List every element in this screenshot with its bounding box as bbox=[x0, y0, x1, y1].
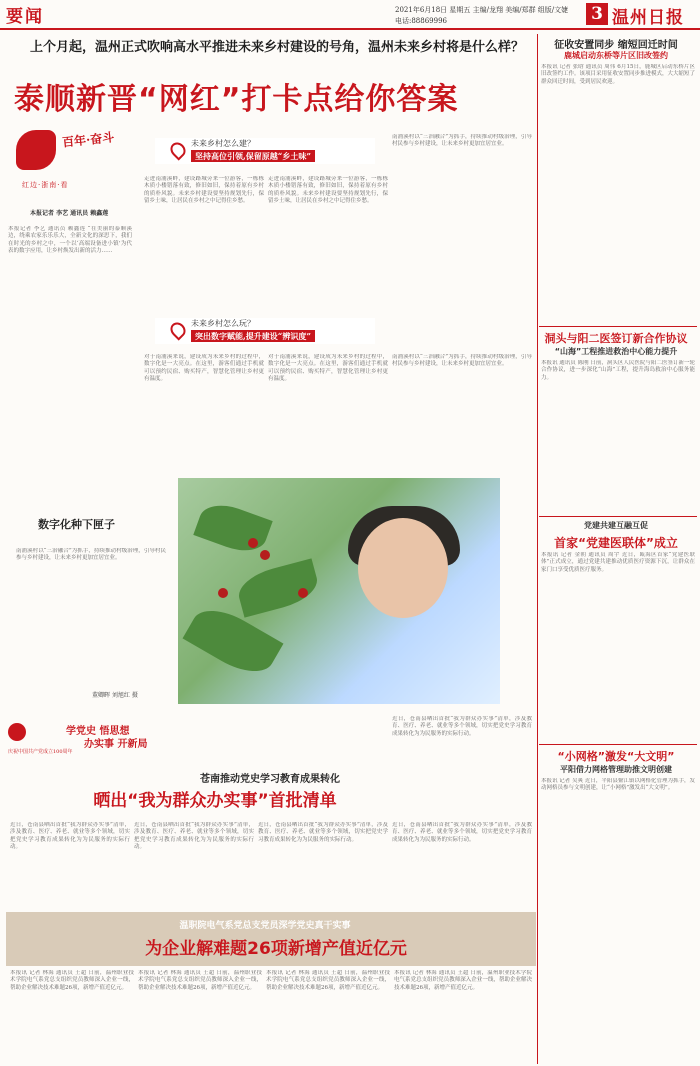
intro-text: 本报记者 李艺 通讯员 赖鑫莲 “在美丽的泰顺溪边，绕乘农家乐乐乐大，全新文化的深思下，我们在时光的乡村之中，一个以‘高端设备进小镇’为代表的数字应用，让乡村焕发出新的活力…… bbox=[8, 226, 132, 255]
flag-icon bbox=[16, 130, 56, 170]
logo-text: 百年·奋斗 bbox=[61, 130, 115, 150]
map-pin-icon bbox=[167, 139, 188, 160]
section-title: 要闻 bbox=[6, 7, 44, 27]
article-column: 南浦溪村以“三治融合”为抓手，持续推动村级治理，引导村民参与乡村建设，让未来乡村更加宜居宜业。 bbox=[392, 354, 532, 368]
article-column: 本报讯 记者 林海 通讯员 王超 日前，温州职业技术学院电气系党总支组织党员教师深入企业一线，帮助企业解决技术难题26项，新增产值近亿元。 bbox=[394, 970, 532, 991]
article-column: 近日，苍南县晒出首批“我为群众办实事”清单，涉及教育、医疗、养老、就业等多个领域，切实把党史学习教育成果转化为为民服务的实际行动。 bbox=[258, 822, 388, 843]
divider bbox=[539, 744, 697, 745]
article-column: 近日，苍南县晒出首批“我为群众办实事”清单，涉及教育、医疗、养老、就业等多个领域，切实把党史学习教育成果转化为为民服务的实际行动。 bbox=[10, 822, 130, 851]
right-headline-1: 征收安置同步 缩短回迁时间 bbox=[554, 40, 678, 51]
right-article-2: 本报讯 通讯员 陈刚 日前，洞头区人民医院与阳二医签订新一轮合作协议，进一步深化“山海”工程，提升海岛救治中心服务能力。 bbox=[541, 360, 695, 381]
digital-box-title: 数字化种下匣子 bbox=[38, 518, 115, 531]
logo-subtitle: 红边·浙南·看 bbox=[22, 181, 69, 189]
banner-small: 庆祝中国共产党成立100周年 bbox=[8, 749, 73, 755]
byline: 本报记者 李艺 通讯员 赖鑫莲 bbox=[30, 210, 109, 217]
digital-box-text: 南浦溪村以“三治融合”为抓手，持续推动村级治理，引导村民参与乡村建设，让未来乡村更加宜居宜业。 bbox=[16, 548, 166, 562]
banner-line-1: 学党史 悟思想 bbox=[66, 726, 130, 737]
photo-child-with-cherries bbox=[178, 478, 500, 704]
right-subhead-2: “山海”工程推进救治中心能力提升 bbox=[554, 347, 678, 356]
map-pin-icon bbox=[167, 319, 188, 340]
article-column: 本报讯 记者 林海 通讯员 王超 日前，温州职业技术学院电气系党总支组织党员教师深入企业一线，帮助企业解决技术难题26项，新增产值近亿元。 bbox=[10, 970, 134, 991]
campaign-banner bbox=[6, 720, 176, 756]
page-number: 3 bbox=[586, 3, 608, 25]
subhead-question: 未来乡村怎么建？ bbox=[191, 139, 255, 148]
lead-headline: 泰顺新晋“网红”打卡点给你答案 bbox=[14, 82, 459, 117]
divider bbox=[539, 326, 697, 327]
right-headline-3: 首家“党建医联体”成立 bbox=[554, 536, 678, 550]
divider bbox=[539, 516, 697, 517]
banner-line-2: 办实事 开新局 bbox=[84, 739, 148, 750]
right-headline-2: 洞头与阳二医签订新合作协议 bbox=[544, 332, 688, 345]
subhead-answer: 坚持高位引领,保留原越“乡土味” bbox=[191, 150, 315, 162]
article-column: 走进南浦溪畔，建设路城旁来一位游客，一栋栋木质小楼错落有致，修旧如旧，保持着原有乡村的质朴风貌。未来乡村建设要坚持规划先行，保留乡土味，让居民在乡村之中记得住乡愁。 bbox=[268, 176, 388, 205]
masthead bbox=[0, 0, 700, 30]
story4-kicker: 温职院电气系党总支党员深学党史真干实事 bbox=[179, 921, 351, 931]
story4-headline: 为企业解难题26项新增产值近亿元 bbox=[145, 939, 407, 959]
article-column: 对于南浦溪来说，建设成为未来乡村的过程中，数字化是一大亮点。在这里，游客们通过手机就可以预约民宿、购买特产，智慧化管理让乡村更有温度。 bbox=[268, 354, 388, 383]
article-column: 近日，苍南县晒出首批“我为群众办实事”清单，涉及教育、医疗、养老、就业等多个领域，切实把党史学习教育成果转化为为民服务的实际行动。 bbox=[392, 822, 532, 843]
right-article-3: 本报讯 记者 金朝 通讯员 周宇 近日，瓯海区首家“党建医联体”正式成立，通过党建共建推动优质医疗资源下沉，让群众在家门口享受优质医疗服务。 bbox=[541, 552, 695, 573]
article-column: 近日，苍南县晒出首批“我为群众办实事”清单，涉及教育、医疗、养老、就业等多个领域，切实把党史学习教育成果转化为为民服务的实际行动。 bbox=[392, 716, 532, 737]
hotline: 电话:88869996 bbox=[395, 17, 447, 25]
article-column: 走进南浦溪畔，建设路城旁来一位游客，一栋栋木质小楼错落有致，修旧如旧，保持着原有乡村的质朴风貌。未来乡村建设要坚持规划先行，保留乡土味，让居民在乡村之中记得住乡愁。 bbox=[144, 176, 264, 205]
story3-headline: 晒出“我为群众办实事”首批清单 bbox=[93, 791, 337, 811]
subhead-question: 未来乡村怎么玩？ bbox=[191, 319, 255, 328]
photo-credit: 董卿晖 刘旭红 摄 bbox=[92, 692, 138, 699]
party-emblem-icon bbox=[8, 723, 26, 741]
story3-kicker: 苍南推动党史学习教育成果转化 bbox=[200, 774, 340, 785]
subhead-2 bbox=[155, 318, 375, 344]
right-article-1: 本报讯 记者 张晗 通讯员 周伟 6月15日，鹿城区启动东桥片区旧改签约工作。该项目采用征收安置同步推进模式，大大缩短了群众回迁时间，受到居民欢迎。 bbox=[541, 64, 695, 85]
subhead-answer: 突出数字赋能,提升建设“辨识度” bbox=[191, 330, 315, 342]
article-column: 南浦溪村以“三治融合”为抓手，持续推动村级治理，引导村民参与乡村建设，让未来乡村更加宜居宜业。 bbox=[392, 134, 532, 148]
column-logo bbox=[6, 126, 134, 210]
article-column: 本报讯 记者 林海 通讯员 王超 日前，温州职业技术学院电气系党总支组织党员教师深入企业一线，帮助企业解决技术难题26项，新增产值近亿元。 bbox=[266, 970, 390, 991]
right-headline-4: “小网格”激发“大文明” bbox=[557, 750, 675, 763]
subhead-1 bbox=[155, 138, 375, 164]
right-kicker-3: 党建共建互融互促 bbox=[584, 521, 648, 530]
right-subhead-4: 平阳借力网格管理助推文明创建 bbox=[560, 765, 672, 774]
article-column: 近日，苍南县晒出首批“我为群众办实事”清单，涉及教育、医疗、养老、就业等多个领域，切实把党史学习教育成果转化为为民服务的实际行动。 bbox=[134, 822, 254, 851]
lead-kicker: 上个月起，温州正式吹响高水平推进未来乡村建设的号角，温州未来乡村将是什么样？ bbox=[30, 40, 525, 55]
date-line: 2021年6月18日 星期五 主编/龙翔 美编/郑群 组版/文婕 bbox=[395, 6, 569, 14]
right-article-4: 本报讯 记者 吴爽 近日，平阳县鳌江镇以网格化管理为抓手，发动网格员参与文明创建，让“小网格”激发出“大文明”。 bbox=[541, 778, 695, 792]
right-subhead-1: 鹿城启动东桥等片区旧改签约 bbox=[564, 51, 668, 60]
article-column: 对于南浦溪来说，建设成为未来乡村的过程中，数字化是一大亮点。在这里，游客们通过手机就可以预约民宿、购买特产，智慧化管理让乡村更有温度。 bbox=[144, 354, 264, 383]
paper-name: 温州日报 bbox=[612, 8, 684, 28]
article-column: 本报讯 记者 林海 通讯员 王超 日前，温州职业技术学院电气系党总支组织党员教师深入企业一线，帮助企业解决技术难题26项，新增产值近亿元。 bbox=[138, 970, 262, 991]
